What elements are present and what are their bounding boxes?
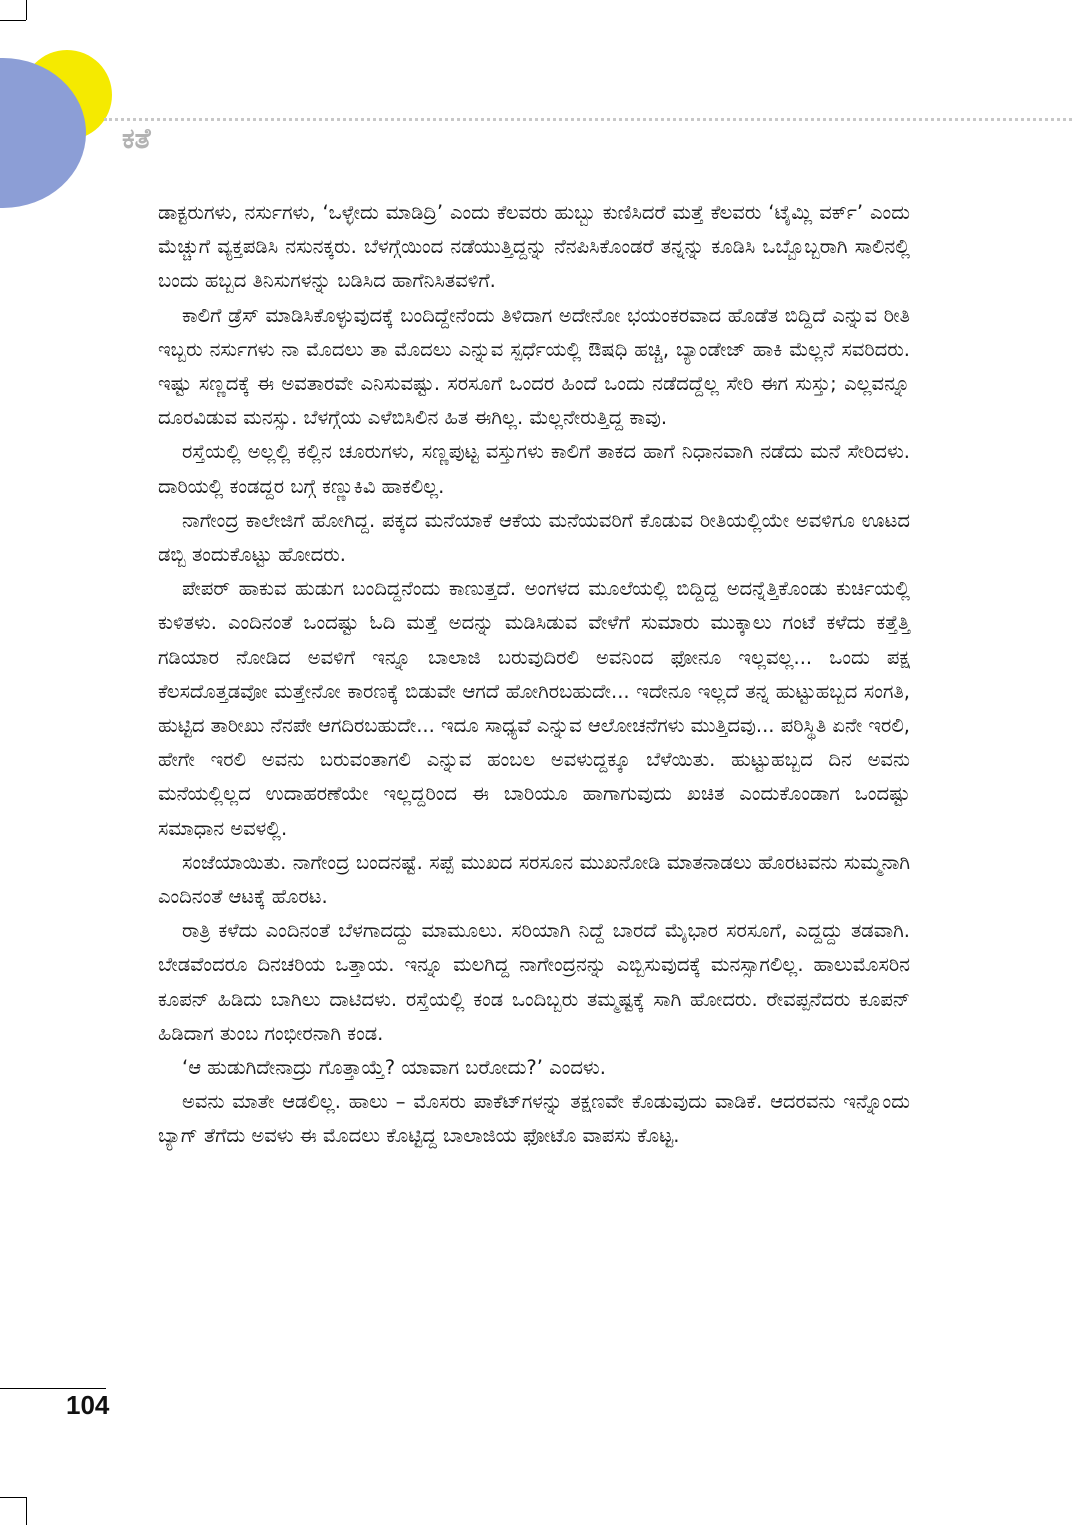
story-paragraph: ಸಂಜೆಯಾಯಿತು. ನಾಗೇಂದ್ರ ಬಂದನಷ್ಟೆ. ಸಪ್ಪೆ ಮುಖದ ಸರಸೂನ ಮುಖನೋಡಿ ಮಾತನಾಡಲು ಹೊರಟವನು ಸುಮ್ಮನಾಗಿ ಎಂದಿನಂತೆ ಆಟಕ್ಕೆ ಹೊರಟ.: [158, 850, 910, 909]
story-paragraph: ರಸ್ತೆಯಲ್ಲಿ ಅಲ್ಲಲ್ಲಿ ಕಲ್ಲಿನ ಚೂರುಗಳು, ಸಣ್ಣಪುಟ್ಟ ವಸ್ತುಗಳು ಕಾಲಿಗೆ ತಾಕದ ಹಾಗೆ ನಿಧಾನವಾಗಿ ನಡೆದು ಮನೆ ಸೇರಿದಳು. ದಾರಿಯಲ್ಲಿ ಕಂಡದ್ದರ ಬಗ್ಗೆ ಕಣ್ಣುಕಿವಿ ಹಾಕಲಿಲ್ಲ.: [158, 440, 910, 498]
story-paragraph: ಕಾಲಿಗೆ ಡ್ರೆಸ್ ಮಾಡಿಸಿಕೊಳ್ಳುವುದಕ್ಕೆ ಬಂದಿದ್ದೇನೆಂದು ತಿಳಿದಾಗ ಅದೇನೋ ಭಯಂಕರವಾದ ಹೊಡೆತ ಬಿದ್ದಿದೆ ಎನ್ನುವ ರೀತಿ ಇಬ್ಬರು ನರ್ಸುಗಳು ನಾ ಮೊದಲು ತಾ ಮೊದಲು ಎನ್ನುವ ಸ್ಪರ್ಧೆಯಲ್ಲಿ ಔಷಧಿ ಹಚ್ಚಿ, ಬ್ಯಾಂಡೇಜ್ ಹಾಕಿ ಮೆಲ್ಲನೆ ಸವರಿದರು. ಇಷ್ಟು ಸಣ್ಣದಕ್ಕೆ ಈ ಅವತಾರವೇ ಎನಿಸುವಷ್ಟು. ಸರಸೂಗೆ ಒಂದರ ಹಿಂದೆ ಒಂದು ನಡೆದದ್ದೆಲ್ಲ ಸೇರಿ ಈಗ ಸುಸ್ತು; ಎಲ್ಲವನ್ನೂ ದೂರವಿಡುವ ಮನಸ್ಸು. ಬೆಳಗ್ಗೆಯ ಎಳೆಬಿಸಿಲಿನ ಹಿತ ಈಗಿಲ್ಲ. ಮೆಲ್ಲನೇರುತ್ತಿದ್ದ ಕಾವು.: [158, 303, 910, 430]
section-label: ಕತೆ: [122, 122, 151, 155]
story-body: [158, 196, 910, 1154]
story-paragraph: ‘ಆ ಹುಡುಗಿದೇನಾದ್ರು ಗೊತ್ತಾಯ್ತೆ? ಯಾವಾಗ ಬರೋದು?’ ಎಂದಳು.: [182, 1056, 606, 1080]
page-number: 104: [66, 1390, 110, 1420]
footer-rule: [0, 1388, 106, 1389]
crop-mark-bottom-horizontal: [0, 1497, 26, 1498]
story-paragraph: ಅವನು ಮಾತೇ ಆಡಲಿಲ್ಲ. ಹಾಲು – ಮೊಸರು ಪಾಕೆಟ್‌ಗಳನ್ನು ತಕ್ಷಣವೇ ಕೊಡುವುದು ವಾಡಿಕೆ. ಆದರವನು ಇನ್ನೊಂದು ಬ್ಯಾಗ್ ತೆಗೆದು ಅವಳು ಈ ಮೊದಲು ಕೊಟ್ಟಿದ್ದ ಬಾಲಾಜಿಯ ಫೋಟೊ ವಾಪಸು ಕೊಟ್ಟ.: [158, 1090, 910, 1148]
header-dotted-rule: [104, 118, 1072, 121]
story-paragraph: ಪೇಪರ್ ಹಾಕುವ ಹುಡುಗ ಬಂದಿದ್ದನೆಂದು ಕಾಣುತ್ತದೆ. ಅಂಗಳದ ಮೂಲೆಯಲ್ಲಿ ಬಿದ್ದಿದ್ದ ಅದನ್ನೆತ್ತಿಕೊಂಡು ಕುರ್ಚಿಯಲ್ಲಿ ಕುಳಿತಳು. ಎಂದಿನಂತೆ ಒಂದಷ್ಟು ಓದಿ ಮತ್ತೆ ಅದನ್ನು ಮಡಿಸಿಡುವ ವೇಳೆಗೆ ಸುಮಾರು ಮುಕ್ಕಾಲು ಗಂಟೆ ಕಳೆದು ಕತ್ತೆತ್ತಿ ಗಡಿಯಾರ ನೋಡಿದ ಅವಳಿಗೆ ಇನ್ನೂ ಬಾಲಾಜಿ ಬರುವುದಿರಲಿ ಅವನಿಂದ ಫೋನೂ ಇಲ್ಲವಲ್ಲ... ಒಂದು ಪಕ್ಷ ಕೆಲಸದೊತ್ತಡವೋ ಮತ್ತೇನೋ ಕಾರಣಕ್ಕೆ ಬಿಡುವೇ ಆಗದೆ ಹೋಗಿರಬಹುದೇ... ಇದೇನೂ ಇಲ್ಲದೆ ತನ್ನ ಹುಟ್ಟುಹಬ್ಬದ ಸಂಗತಿ, ಹುಟ್ಟಿದ ತಾರೀಖು ನೆನಪೇ ಆಗದಿರಬಹುದೇ... ಇದೂ ಸಾಧ್ಯವೆ ಎನ್ನುವ ಆಲೋಚನೆಗಳು ಮುತ್ತಿದವು... ಪರಿಸ್ಥಿತಿ ಏನೇ ಇರಲಿ, ಹೇಗೇ ಇರಲಿ ಅವನು ಬರುವಂತಾಗಲಿ ಎನ್ನುವ ಹಂಬಲ ಅವಳುದ್ದಕ್ಕೂ ಬೆಳೆಯಿತು. ಹುಟ್ಟುಹಬ್ಬದ ದಿನ ಅವನು ಮನೆಯಲ್ಲಿಲ್ಲದ ಉದಾಹರಣೆಯೇ ಇಲ್ಲದ್ದರಿಂದ ಈ ಬಾರಿಯೂ ಹಾಗಾಗುವುದು ಖಚಿತ ಎಂದುಕೊಂಡಾಗ ಒಂದಷ್ಟು ಸಮಾಧಾನ ಅವಳಲ್ಲಿ.: [158, 577, 910, 840]
crop-mark-top-vertical: [26, 0, 27, 20]
story-paragraph: ಡಾಕ್ಟರುಗಳು, ನರ್ಸುಗಳು, ‘ಒಳ್ಳೇದು ಮಾಡಿದ್ರಿ’ ಎಂದು ಕೆಲವರು ಹುಬ್ಬು ಕುಣಿಸಿದರೆ ಮತ್ತೆ ಕೆಲವರು ‘ಟೈಮ್ಲಿ ವರ್ಕ್’ ಎಂದು ಮೆಚ್ಚುಗೆ ವ್ಯಕ್ತಪಡಿಸಿ ನಸುನಕ್ಕರು. ಬೆಳಗ್ಗೆಯಿಂದ ನಡೆಯುತ್ತಿದ್ದನ್ನು ನೆನಪಿಸಿಕೊಂಡರೆ ತನ್ನನ್ನು ಕೂಡಿಸಿ ಒಬ್ಬೊಬ್ಬರಾಗಿ ಸಾಲಿನಲ್ಲಿ ಬಂದು ಹಬ್ಬದ ತಿನಿಸುಗಳನ್ನು ಬಡಿಸಿದ ಹಾಗೆನಿಸಿತವಳಿಗೆ.: [158, 201, 910, 293]
story-paragraph: ರಾತ್ರಿ ಕಳೆದು ಎಂದಿನಂತೆ ಬೆಳಗಾದದ್ದು ಮಾಮೂಲು. ಸರಿಯಾಗಿ ನಿದ್ದೆ ಬಾರದೆ ಮೈಭಾರ ಸರಸೂಗೆ, ಎದ್ದದ್ದು ತಡವಾಗಿ. ಬೇಡವೆಂದರೂ ದಿನಚರಿಯ ಒತ್ತಾಯ. ಇನ್ನೂ ಮಲಗಿದ್ದ ನಾಗೇಂದ್ರನನ್ನು ಎಬ್ಬಿಸುವುದಕ್ಕೆ ಮನಸ್ಸಾಗಲಿಲ್ಲ. ಹಾಲುಮೊಸರಿನ ಕೂಪನ್ ಹಿಡಿದು ಬಾಗಿಲು ದಾಟಿದಳು. ರಸ್ತೆಯಲ್ಲಿ ಕಂಡ ಒಂದಿಬ್ಬರು ತಮ್ಮಷ್ಟಕ್ಕೆ ಸಾಗಿ ಹೋದರು. ರೇವಪ್ಪನೆದರು ಕೂಪನ್ ಹಿಡಿದಾಗ ತುಂಬ ಗಂಭೀರನಾಗಿ ಕಂಡ.: [158, 919, 910, 1045]
crop-mark-bottom-vertical: [26, 1497, 27, 1525]
crop-mark-top-horizontal: [0, 20, 26, 21]
story-paragraph: ನಾಗೇಂದ್ರ ಕಾಲೇಜಿಗೆ ಹೋಗಿದ್ದ. ಪಕ್ಕದ ಮನೆಯಾಕೆ ಆಕೆಯ ಮನೆಯವರಿಗೆ ಕೊಡುವ ರೀತಿಯಲ್ಲಿಯೇ ಅವಳಿಗೂ ಊಟದ ಡಬ್ಬಿ ತಂದುಕೊಟ್ಟು ಹೋದರು.: [158, 508, 910, 567]
